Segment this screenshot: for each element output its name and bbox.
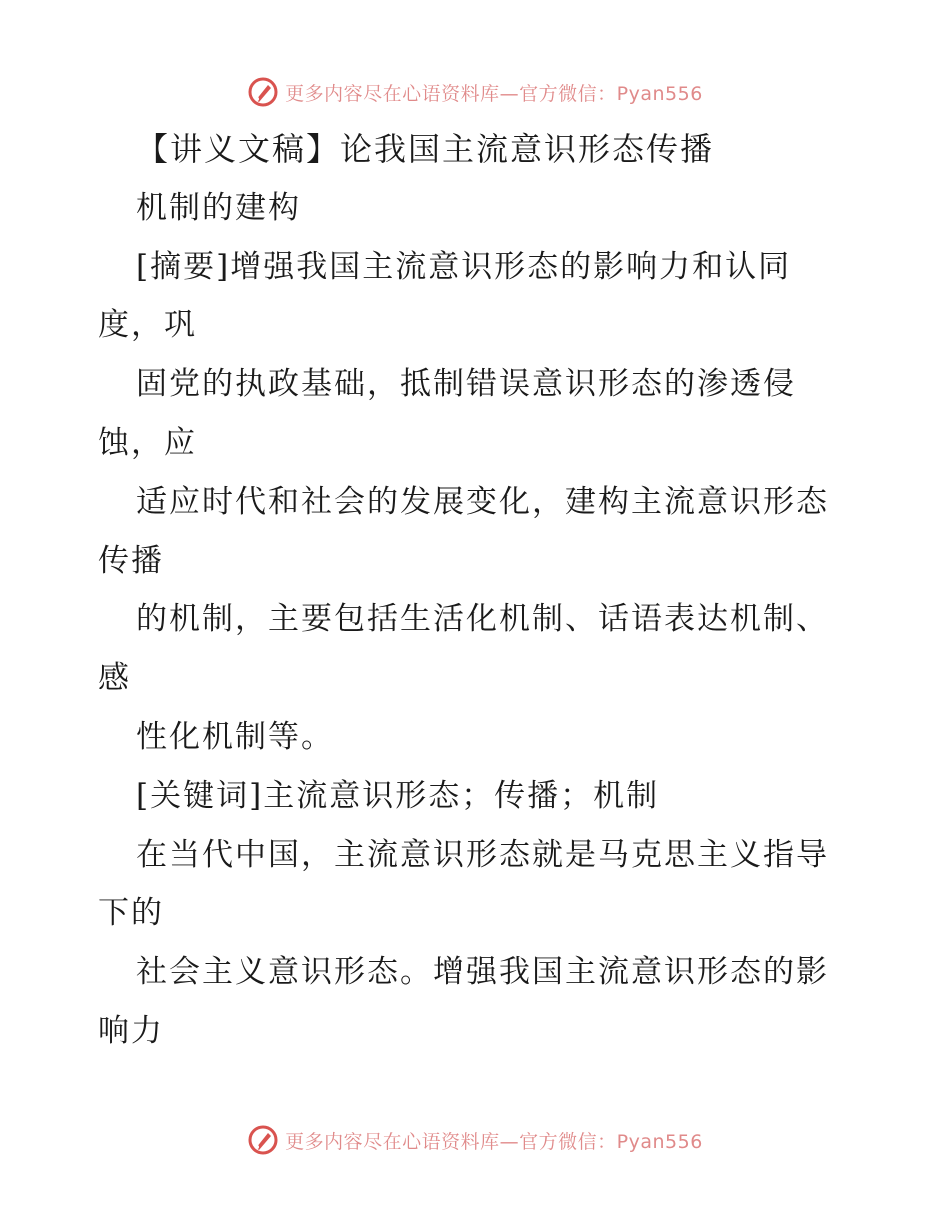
abstract-line: 适应时代和社会的发展变化，建构主流意识形态: [136, 483, 829, 520]
header-watermark: [0, 72, 950, 112]
abstract-line: 性化机制等。: [136, 718, 334, 755]
body-paragraph-line: 响力: [98, 1012, 164, 1049]
abstract-line: 蚀，应: [98, 424, 197, 461]
abstract-line: 传播: [98, 542, 164, 579]
footer-watermark: [0, 1120, 950, 1160]
abstract-line: 的机制，主要包括生活化机制、话语表达机制、: [136, 601, 829, 638]
body-paragraph-line: 下的: [98, 895, 164, 932]
abstract-line: 度，巩: [98, 307, 197, 344]
pen-seal-logo-icon: [247, 1124, 279, 1156]
body-paragraph-line: 社会主义意识形态。增强我国主流意识形态的影: [136, 954, 829, 991]
abstract-line: 固党的执政基础，抵制错误意识形态的渗透侵: [136, 366, 796, 403]
abstract-line: 感: [98, 660, 131, 697]
abstract-line: [摘要]增强我国主流意识形态的影响力和认同: [136, 248, 792, 285]
document-title-line-1: 【讲义文稿】论我国主流意识形态传播: [136, 130, 715, 168]
pen-seal-logo-icon: [247, 76, 279, 108]
keywords-line: [关键词]主流意识形态；传播；机制: [136, 777, 660, 814]
watermark-text: 更多内容尽在心语资料库—官方微信：Pyan556: [285, 82, 703, 105]
watermark-text: 更多内容尽在心语资料库—官方微信：Pyan556: [285, 1130, 703, 1153]
body-paragraph-line: 在当代中国，主流意识形态就是马克思主义指导: [136, 836, 829, 873]
document-body: [0, 120, 950, 1061]
document-title-line-2: 机制的建构: [136, 189, 301, 226]
